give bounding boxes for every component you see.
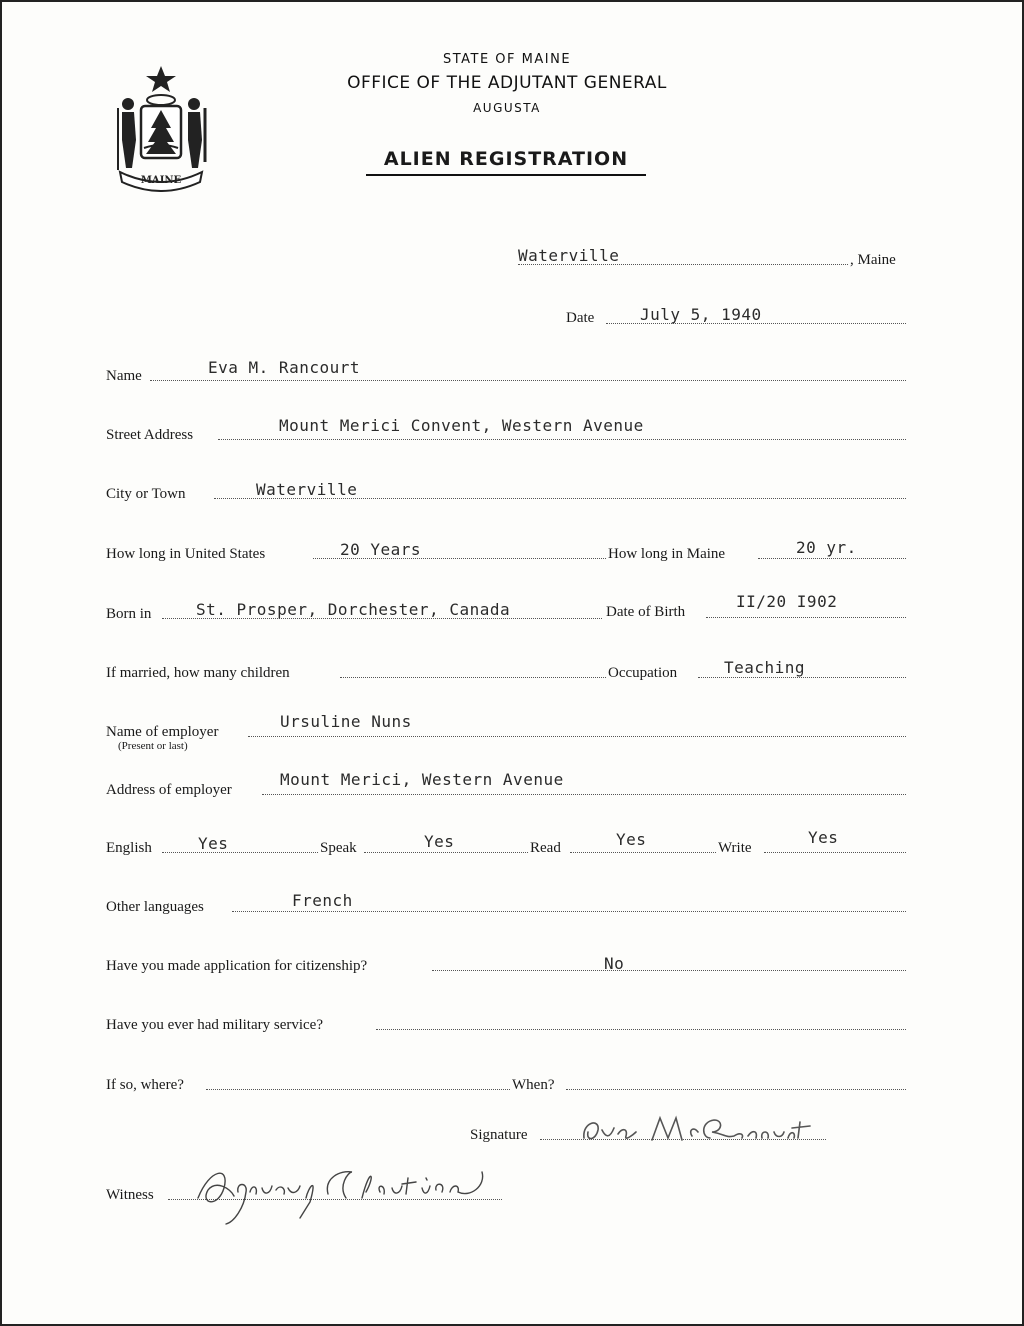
birthplace-value[interactable]: St. Prosper, Dorchester, Canada xyxy=(196,600,511,619)
maine-suffix: , Maine xyxy=(850,252,896,268)
date-value[interactable]: July 5, 1940 xyxy=(640,305,762,324)
place-value: Waterville xyxy=(518,246,620,265)
maine-duration-line xyxy=(758,558,906,559)
state-heading: STATE OF MAINE xyxy=(442,52,572,67)
form-title: ALIEN REGISTRATION xyxy=(366,148,646,176)
dob-value[interactable]: II/20 I902 xyxy=(736,592,838,611)
other-languages-label: Other languages xyxy=(106,899,204,915)
employer-line xyxy=(248,736,906,737)
dob-line xyxy=(706,617,906,618)
read-value[interactable]: Yes xyxy=(616,830,647,849)
employer-value[interactable]: Ursuline Nuns xyxy=(280,712,412,731)
street-line xyxy=(218,439,906,440)
signature-handwriting xyxy=(574,1108,824,1152)
maine-duration-label: How long in Maine xyxy=(608,546,726,562)
citizenship-line xyxy=(432,970,906,971)
street-value[interactable]: Mount Merici Convent, Western Avenue xyxy=(279,416,644,435)
speak-label: Speak xyxy=(320,840,357,856)
english-label: English xyxy=(106,840,152,856)
employer-address-value[interactable]: Mount Merici, Western Avenue xyxy=(280,770,564,789)
office-heading: OFFICE OF THE ADJUTANT GENERAL xyxy=(347,73,667,93)
seal-text: MAINE xyxy=(140,175,182,186)
where-line xyxy=(206,1089,510,1090)
other-languages-line xyxy=(232,911,906,912)
employer-address-line xyxy=(262,794,906,795)
when-label: When? xyxy=(512,1077,555,1093)
citizenship-value[interactable]: No xyxy=(604,954,625,973)
witness-handwriting xyxy=(190,1158,510,1230)
write-label: Write xyxy=(718,840,752,856)
employer-label: Name of employer xyxy=(106,724,219,740)
us-duration-value[interactable]: 20 Years xyxy=(340,540,422,559)
employer-sublabel: (Present or last) xyxy=(118,740,188,752)
military-line xyxy=(376,1029,906,1030)
city-value[interactable]: Waterville xyxy=(256,480,358,499)
other-languages-value[interactable]: French xyxy=(292,891,353,910)
street-label: Street Address xyxy=(106,427,194,443)
read-line xyxy=(570,852,716,853)
birthplace-label: Born in xyxy=(106,606,152,622)
write-value[interactable]: Yes xyxy=(808,828,839,847)
employer-address-label: Address of employer xyxy=(106,782,232,798)
name-label: Name xyxy=(106,368,142,384)
children-label: If married, how many children xyxy=(106,665,290,681)
us-duration-label: How long in United States xyxy=(106,546,266,562)
occupation-label: Occupation xyxy=(608,665,678,681)
dob-label: Date of Birth xyxy=(606,604,686,620)
english-value[interactable]: Yes xyxy=(198,834,229,853)
write-line xyxy=(764,852,906,853)
occupation-value[interactable]: Teaching xyxy=(724,658,806,677)
city-heading: AUGUSTA xyxy=(473,101,541,115)
children-line xyxy=(340,677,606,678)
signature-label: Signature xyxy=(470,1127,528,1143)
witness-label: Witness xyxy=(106,1187,154,1203)
maine-duration-value[interactable]: 20 yr. xyxy=(796,538,857,557)
city-label: City or Town xyxy=(106,486,186,502)
date-label: Date xyxy=(566,310,595,326)
occupation-line xyxy=(698,677,906,678)
name-line xyxy=(150,380,906,381)
english-line xyxy=(162,852,318,853)
where-label: If so, where? xyxy=(106,1077,184,1093)
when-line xyxy=(566,1089,906,1090)
speak-value[interactable]: Yes xyxy=(424,832,455,851)
military-label: Have you ever had military service? xyxy=(106,1017,323,1033)
citizenship-label: Have you made application for citizenship? xyxy=(106,958,368,974)
read-label: Read xyxy=(530,840,561,856)
name-value[interactable]: Eva M. Rancourt xyxy=(208,358,360,377)
speak-line xyxy=(364,852,528,853)
